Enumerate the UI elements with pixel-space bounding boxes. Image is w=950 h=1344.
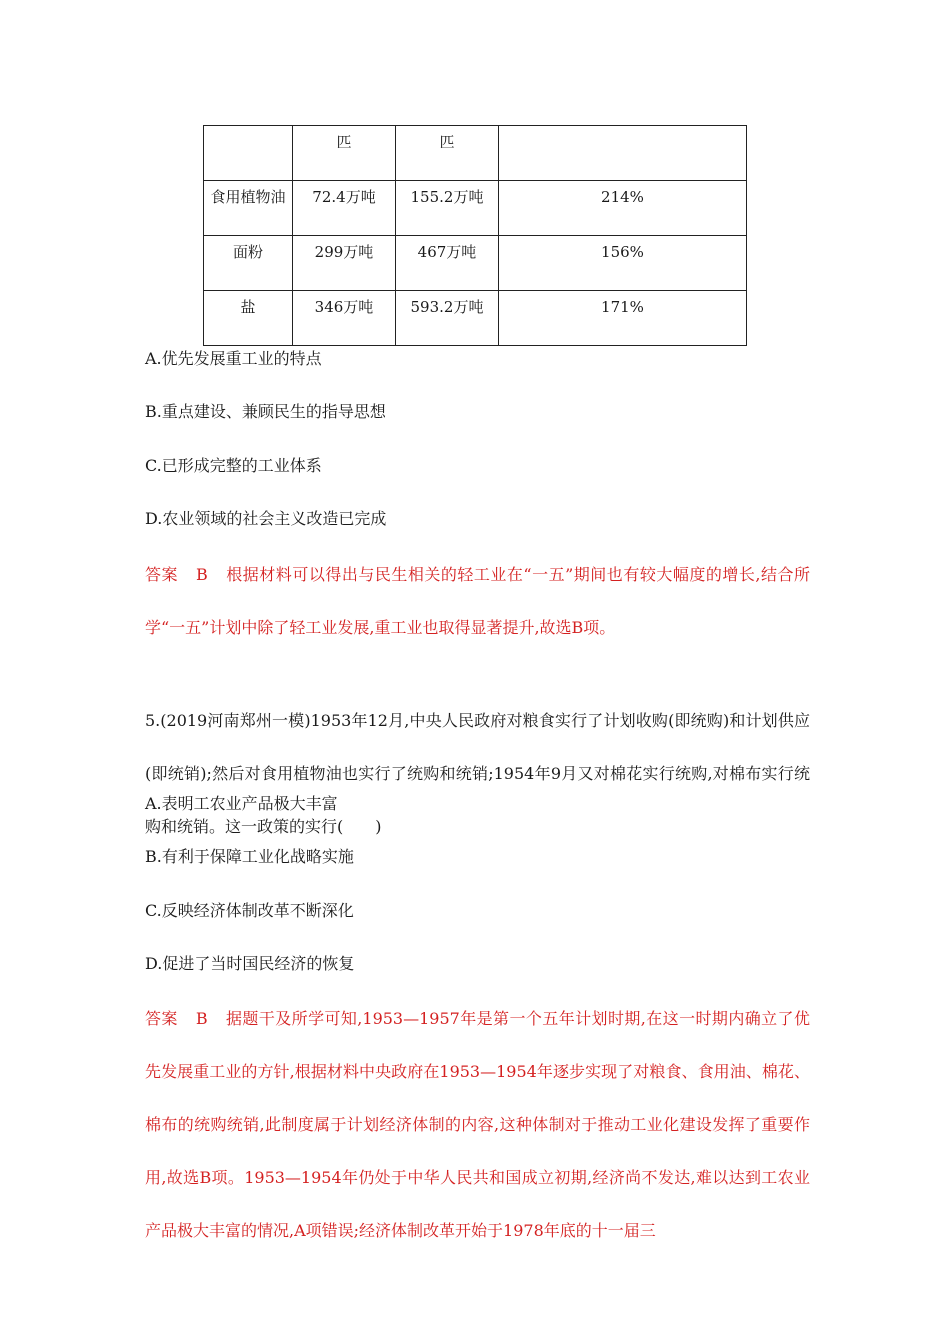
answer-letter: B [196,565,208,584]
q5-option-d: D.促进了当时国民经济的恢复 [145,954,355,973]
table-cell: 346万吨 [293,291,396,346]
q4-option-c: C.已形成完整的工业体系 [145,456,322,475]
table-cell [204,126,293,181]
table-row [204,181,747,236]
q4-answer [145,548,810,654]
table-cell [499,126,747,181]
production-table [203,125,747,346]
table-cell: 食用植物油 [204,181,293,236]
answer-explanation: 据题干及所学可知,1953—1957年是第一个五年计划时期,在这一时期内确立了优先发展重工业的方针,根据材料中央政府在1953—1954年逐步实现了对粮食、食用油、棉花、棉布的统购统销,此制度属于计划经济体制的内容,这种体制对于推动工业化建设发挥了重要作用,故选B项。1953—1954年仍处于中华人民共和国成立初期,经济尚不发达,难以达到工农业产品极大丰富的情况,A项错误;经济体制改革开始于1978年底的十一届三 [145,1009,810,1240]
q5-option-b: B.有利于保障工业化战略实施 [145,847,354,866]
table-cell: 467万吨 [396,236,499,291]
q5-answer [145,992,810,1257]
table-row [204,291,747,346]
table-cell: 171% [499,291,747,346]
q4-option-d: D.农业领域的社会主义改造已完成 [145,509,387,528]
answer-label: 答案 [145,1009,178,1028]
table-row [204,126,747,181]
table-cell: 155.2万吨 [396,181,499,236]
table-cell: 72.4万吨 [293,181,396,236]
table-cell: 593.2万吨 [396,291,499,346]
q5-option-a: A.表明工农业产品极大丰富 [145,794,338,813]
data-table-container [203,125,747,346]
answer-label: 答案 [145,565,179,584]
table-cell: 匹 [396,126,499,181]
table-row [204,236,747,291]
table-cell: 156% [499,236,747,291]
q4-option-b: B.重点建设、兼顾民生的指导思想 [145,402,386,421]
table-cell: 盐 [204,291,293,346]
q4-option-a: A.优先发展重工业的特点 [145,349,322,368]
table-cell: 面粉 [204,236,293,291]
answer-explanation: 根据材料可以得出与民生相关的轻工业在“一五”期间也有较大幅度的增长,结合所学“一五”计划中除了轻工业发展,重工业也取得显著提升,故选B项。 [145,565,810,637]
q5-option-c: C.反映经济体制改革不断深化 [145,901,354,920]
q5-stem: 5.(2019河南郑州一模)1953年12月,中央人民政府对粮食实行了计划收购(即统购)和计划供应(即统销);然后对食用植物油也实行了统购和统销;1954年9月又对棉花实行统购,对棉布实行统购和统销。这一政策的实行( ) [145,711,810,836]
answer-letter: B [195,1009,208,1028]
table-cell: 299万吨 [293,236,396,291]
table-cell: 匹 [293,126,396,181]
table-cell: 214% [499,181,747,236]
